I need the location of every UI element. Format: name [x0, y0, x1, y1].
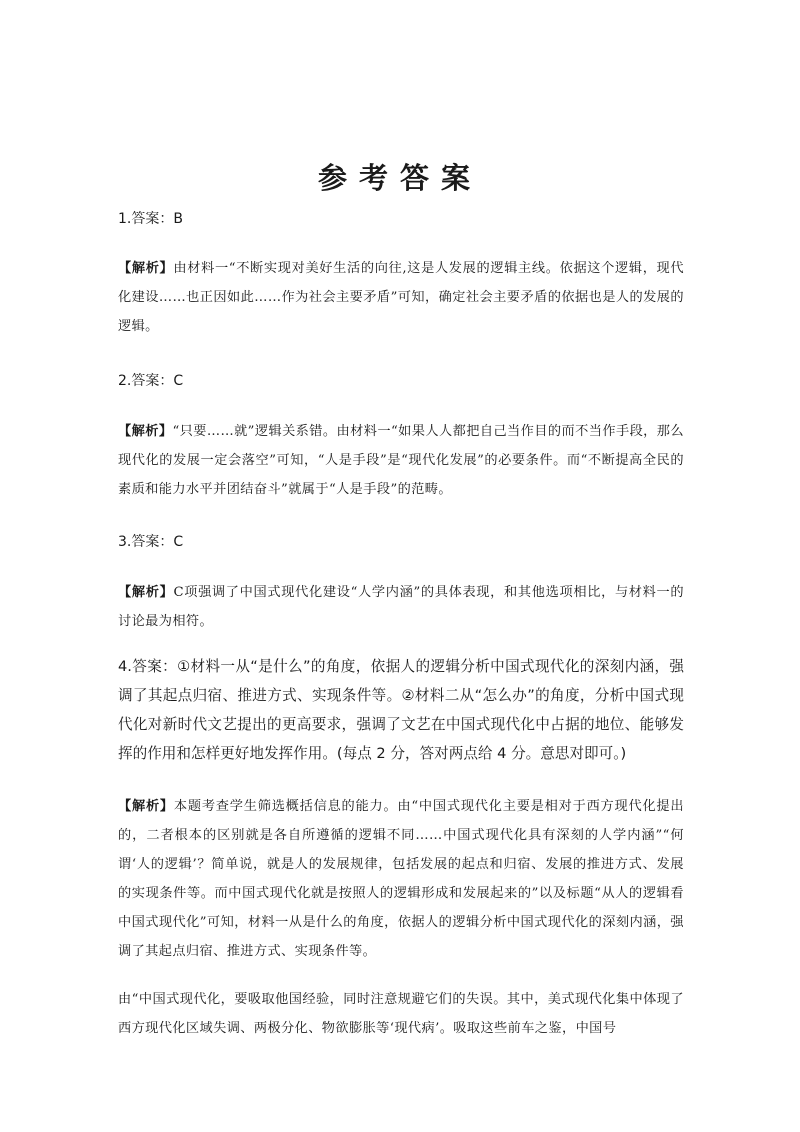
- page-title: 参考答案: [317, 161, 482, 195]
- analysis-2-text: “只要……就”逻辑关系错。由材料一“如果人人都把自己当作目的而不当作手段，那么现代化的发展一定会落空”可知，“人是手段”是“现代化发展”的必要条件。而“不断提高全民的素质和能力水平并团结奋斗”就属于“人是手段”的范畴。: [118, 424, 684, 497]
- answer-2: 2.答案：C: [118, 373, 184, 389]
- answer-4: 4.答案：①材料一从“是什么”的角度，依据人的逻辑分析中国式现代化的深刻内涵，强调了其起点归宿、推进方式、实现条件等。②材料二从“怎么办”的角度，分析中国式现代化对新时代文艺提出的更高要求，强调了文艺在中国式现代化中占据的地位、能够发挥的作用和怎样更好地发挥作用。(每点 2 分，答对两点给 4 分。意思对即可。): [118, 658, 684, 762]
- analysis-4: [118, 792, 684, 966]
- analysis-4-continuation: 由“中国式现代化，要吸取他国经验，同时注意规避它们的失误。其中，美式现代化集中体现了西方现代化区域失调、两极分化、物欲膨胀等‘现代病’。吸取这些前车之鉴，中国号: [118, 992, 684, 1036]
- analysis-3-text: C项强调了中国式现代化建设“人学内涵”的具体表现，和其他选项相比，与材料一的讨论最为相符。: [118, 585, 684, 629]
- analysis-tag: 【解析】: [118, 799, 174, 814]
- answer-1: 1.答案：B: [118, 211, 183, 227]
- analysis-1: [118, 254, 684, 341]
- analysis-tag: 【解析】: [118, 424, 173, 439]
- answer-3: 3.答案：C: [118, 534, 184, 550]
- analysis-tag: 【解析】: [118, 585, 174, 600]
- analysis-2: [118, 417, 684, 504]
- analysis-tag: 【解析】: [118, 261, 174, 276]
- analysis-3: [118, 578, 684, 636]
- analysis-1-text: 由材料一“不断实现对美好生活的向往,这是人发展的逻辑主线。依据这个逻辑，现代化建设……也正因如此……作为社会主要矛盾”可知，确定社会主要矛盾的依据也是人的发展的逻辑。: [118, 261, 684, 334]
- analysis-4-text: 本题考查学生筛选概括信息的能力。由“中国式现代化主要是相对于西方现代化提出的，二者根本的区别就是各自所遵循的逻辑不同……中国式现代化具有深刻的人学内涵”“何谓‘人的逻辑’？简单说，就是人的发展规律，包括发展的起点和归宿、发展的推进方式、发展的实现条件等。而中国式现代化就是按照人的逻辑形成和发展起来的”以及标题“从人的逻辑看中国式现代化”可知，材料一从是什么的角度，依据人的逻辑分析中国式现代化的深刻内涵，强调了其起点归宿、推进方式、实现条件等。: [118, 799, 684, 959]
